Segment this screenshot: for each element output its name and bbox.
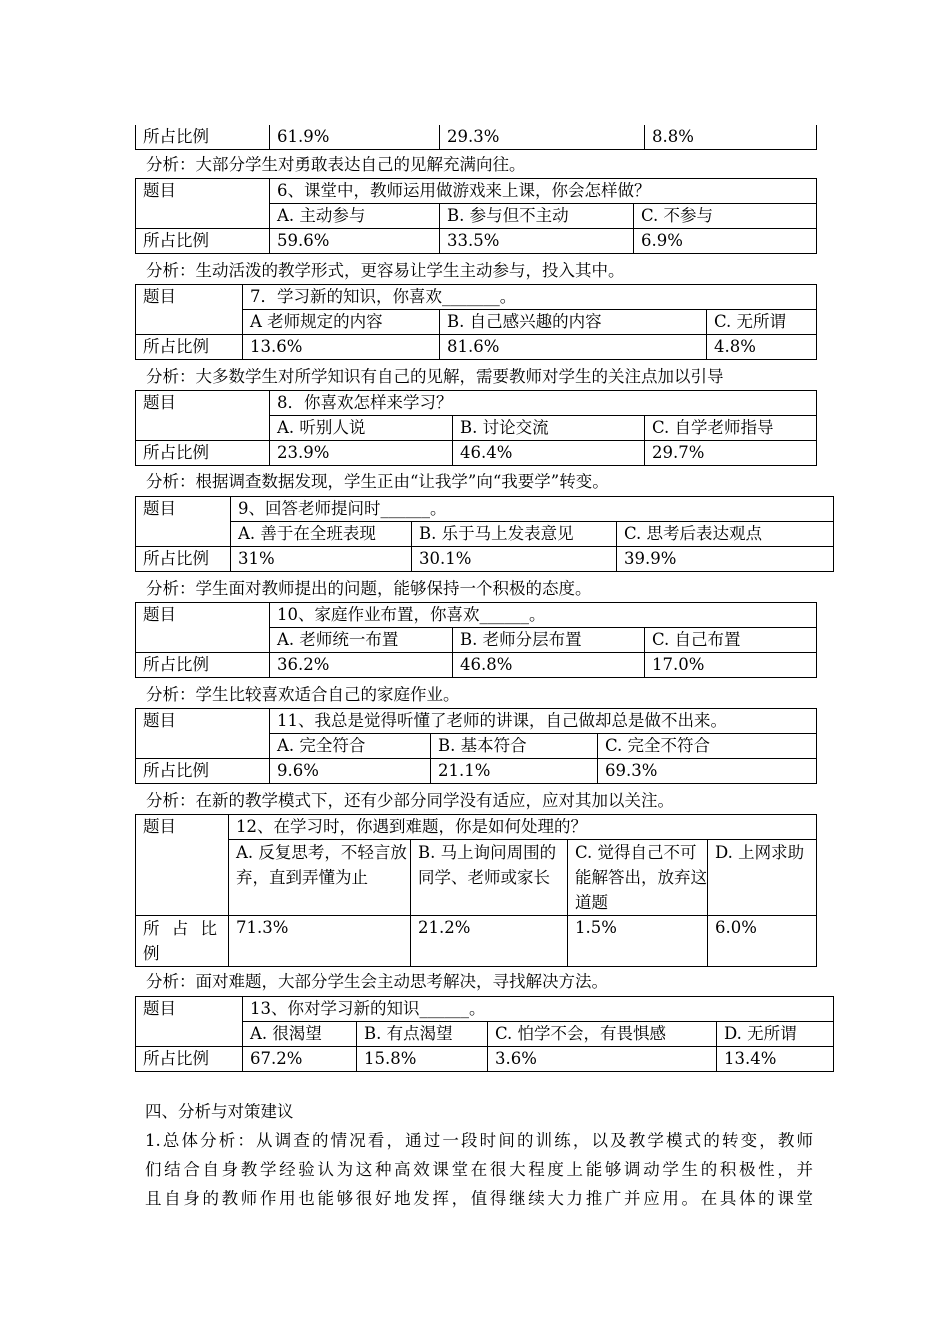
ratio-label-line-1: 所占比	[143, 919, 217, 938]
option-a: A. 很渴望	[243, 1022, 357, 1047]
option-c: C. 不参与	[634, 204, 817, 229]
option-d: D. 上网求助	[708, 840, 817, 916]
table-row	[136, 759, 817, 784]
paragraph-line: 且自身的教师作用也能够很好地发挥，值得继续大力推广并应用。在具体的课堂	[145, 1189, 813, 1208]
survey-table-5	[135, 125, 817, 150]
table-row	[136, 285, 817, 310]
option-c: C. 觉得自己不可能解答出，放弃这道题	[568, 840, 708, 916]
survey-table-13	[135, 996, 834, 1072]
table-row	[136, 815, 817, 840]
paragraph-line: 1.总体分析：从调查的情况看，通过一段时间的训练，以及教学模式的转变，教师	[145, 1131, 813, 1150]
ratio-label: 所占比例	[136, 547, 231, 572]
ratio-b: 30.1%	[412, 547, 617, 572]
analysis-10: 分析：学生比较喜欢适合自己的家庭作业。	[146, 685, 460, 704]
table-row	[136, 335, 817, 360]
body-paragraph	[145, 1126, 813, 1213]
analysis-12: 分析：面对难题，大部分学生会主动思考解决，寻找解决方法。	[146, 972, 608, 991]
topic-label: 题目	[136, 497, 231, 547]
ratio-b: 46.8%	[453, 653, 645, 678]
ratio-d: 13.4%	[717, 1047, 834, 1072]
ratio-label: 所占比例	[136, 125, 270, 150]
option-b: B. 参与但不主动	[440, 204, 634, 229]
question-text: 12、在学习时，你遇到难题，你是如何处理的？	[229, 815, 817, 840]
analysis-6: 分析：生动活泼的教学形式，更容易让学生主动参与，投入其中。	[146, 261, 625, 280]
table-row	[136, 441, 817, 466]
option-a: A. 反复思考，不轻言放弃，直到弄懂为止	[229, 840, 411, 916]
survey-table-12	[135, 814, 817, 967]
option-c: C. 自学老师指导	[645, 416, 817, 441]
survey-table-7	[135, 284, 817, 360]
ratio-label: 所占比例	[136, 229, 270, 254]
option-a: A. 善于在全班表现	[231, 522, 412, 547]
question-text: 11、我总是觉得听懂了老师的讲课，自己做却总是做不出来。	[270, 709, 817, 734]
survey-table-10	[135, 602, 817, 678]
ratio-a: 67.2%	[243, 1047, 357, 1072]
ratio-c: 3.6%	[488, 1047, 717, 1072]
ratio-a: 59.6%	[270, 229, 440, 254]
option-b: B. 马上询问周围的同学、老师或家长	[411, 840, 568, 916]
ratio-c: 1.5%	[568, 916, 708, 967]
ratio-c: 6.9%	[634, 229, 817, 254]
paragraph-line: 们结合自身教学经验认为这种高效课堂在很大程度上能够调动学生的积极性，并	[145, 1160, 813, 1179]
question-text: 10、家庭作业布置，你喜欢______。	[270, 603, 817, 628]
topic-label: 题目	[136, 391, 270, 441]
question-text: 8．你喜欢怎样来学习？	[270, 391, 817, 416]
analysis-7: 分析：大多数学生对所学知识有自己的见解，需要教师对学生的关注点加以引导	[146, 367, 724, 386]
ratio-label-line-2: 例	[143, 944, 160, 963]
table-row	[136, 547, 834, 572]
ratio-a: 9.6%	[270, 759, 431, 784]
ratio-label: 所占比例	[136, 653, 270, 678]
table-row	[136, 125, 817, 150]
table-row	[136, 391, 817, 416]
ratio-a: 71.3%	[229, 916, 411, 967]
survey-table-8	[135, 390, 817, 466]
ratio-d: 6.0%	[708, 916, 817, 967]
topic-label: 题目	[136, 179, 270, 229]
ratio-b: 46.4%	[453, 441, 645, 466]
option-a: A. 主动参与	[270, 204, 440, 229]
table-row	[136, 497, 834, 522]
analysis-9: 分析：学生面对教师提出的问题，能够保持一个积极的态度。	[146, 579, 592, 598]
ratio-a: 36.2%	[270, 653, 453, 678]
ratio-a: 31%	[231, 547, 412, 572]
ratio-b: 29.3%	[440, 125, 645, 150]
table-row	[136, 603, 817, 628]
option-b: B. 老师分层布置	[453, 628, 645, 653]
table-row	[136, 916, 817, 967]
ratio-b: 15.8%	[357, 1047, 488, 1072]
table-row	[136, 709, 817, 734]
table-row	[136, 840, 817, 916]
ratio-c: 39.9%	[617, 547, 834, 572]
option-b: B. 有点渴望	[357, 1022, 488, 1047]
question-text: 9、回答老师提问时______。	[231, 497, 834, 522]
topic-label: 题目	[136, 709, 270, 759]
option-b: B. 讨论交流	[453, 416, 645, 441]
ratio-label: 所占比例	[136, 759, 270, 784]
table-row	[136, 522, 834, 547]
question-text: 13、你对学习新的知识______。	[243, 997, 834, 1022]
ratio-b: 21.2%	[411, 916, 568, 967]
analysis-8: 分析：根据调查数据发现，学生正由“让我学”向“我要学”转变。	[146, 472, 609, 491]
ratio-label: 所占比例	[136, 1047, 243, 1072]
option-c: C. 自己布置	[645, 628, 817, 653]
ratio-a: 13.6%	[243, 335, 440, 360]
topic-label: 题目	[136, 815, 229, 916]
analysis-5: 分析：大部分学生对勇敢表达自己的见解充满向往。	[146, 155, 526, 174]
ratio-b: 21.1%	[431, 759, 598, 784]
option-a: A 老师规定的内容	[243, 310, 440, 335]
survey-table-9	[135, 496, 834, 572]
analysis-11: 分析：在新的教学模式下，还有少部分同学没有适应，应对其加以关注。	[146, 791, 674, 810]
survey-table-6	[135, 178, 817, 254]
option-c: C. 完全不符合	[598, 734, 817, 759]
question-text: 6、课堂中，教师运用做游戏来上课，你会怎样做？	[270, 179, 817, 204]
ratio-a: 23.9%	[270, 441, 453, 466]
topic-label: 题目	[136, 285, 243, 335]
topic-label: 题目	[136, 603, 270, 653]
section-heading: 四、分析与对策建议	[145, 1102, 294, 1121]
option-d: D. 无所谓	[717, 1022, 834, 1047]
table-row	[136, 229, 817, 254]
ratio-label	[136, 916, 229, 967]
table-row	[136, 1047, 834, 1072]
ratio-c: 69.3%	[598, 759, 817, 784]
ratio-c: 29.7%	[645, 441, 817, 466]
option-c: C. 思考后表达观点	[617, 522, 834, 547]
option-a: A. 听别人说	[270, 416, 453, 441]
table-row	[136, 653, 817, 678]
option-a: A. 老师统一布置	[270, 628, 453, 653]
question-text: 7．学习新的知识，你喜欢_______。	[243, 285, 817, 310]
survey-table-11	[135, 708, 817, 784]
ratio-a: 61.9%	[270, 125, 440, 150]
option-c: C. 无所谓	[707, 310, 817, 335]
option-b: B. 基本符合	[431, 734, 598, 759]
ratio-label: 所占比例	[136, 335, 243, 360]
topic-label: 题目	[136, 997, 243, 1047]
ratio-b: 81.6%	[440, 335, 707, 360]
ratio-c: 8.8%	[645, 125, 817, 150]
table-row	[136, 179, 817, 204]
ratio-c: 4.8%	[707, 335, 817, 360]
table-row	[136, 997, 834, 1022]
option-b: B. 自己感兴趣的内容	[440, 310, 707, 335]
option-b: B. 乐于马上发表意见	[412, 522, 617, 547]
ratio-label: 所占比例	[136, 441, 270, 466]
ratio-b: 33.5%	[440, 229, 634, 254]
ratio-c: 17.0%	[645, 653, 817, 678]
option-a: A. 完全符合	[270, 734, 431, 759]
option-c: C. 怕学不会，有畏惧感	[488, 1022, 717, 1047]
